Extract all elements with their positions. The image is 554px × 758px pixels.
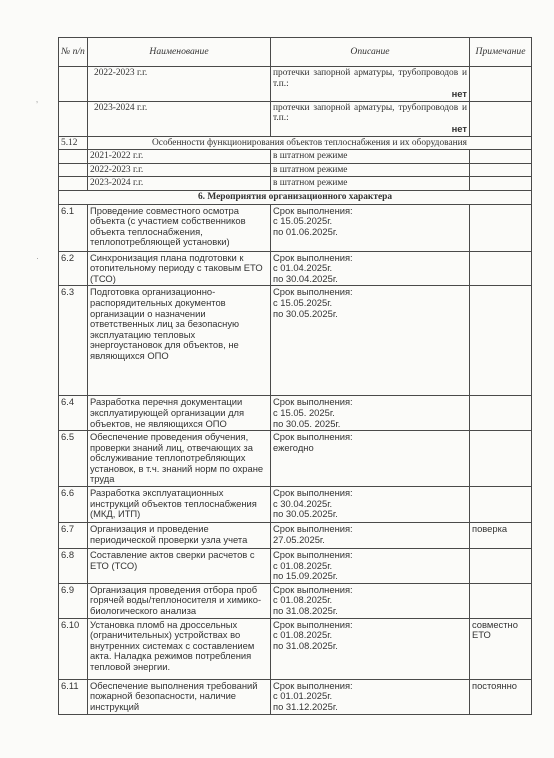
row-note (470, 101, 532, 136)
description-line: по 30.05.2025г. (273, 307, 338, 319)
row-num: 5.12 (59, 136, 88, 150)
description-line: по 31.08.2025г. (273, 605, 338, 617)
section-6-header (59, 190, 532, 204)
description-line: по 30.04.2025г. (273, 272, 338, 284)
item-description (271, 487, 470, 523)
table-row (59, 251, 532, 286)
description-line: с 01.08.2025г. (273, 594, 333, 606)
row-num (59, 150, 88, 164)
description-line: Срок выполнения: (273, 523, 353, 535)
col-header-num: № п/п (59, 38, 88, 67)
description-line: с 01.08.2025г. (273, 629, 333, 641)
item-name: Проведение совместного осмотра объекта (с участием собственников объекта теплоснабжения, теплопотребляющей установки) (88, 204, 271, 251)
col-header-description: Описание (271, 38, 470, 67)
item-name: Обеспечение выполнения требований пожарной безопасности, наличие инструкций (88, 679, 271, 714)
item-note (470, 251, 532, 286)
item-number: 6.10 (59, 618, 88, 679)
row-note (470, 163, 532, 177)
item-note (470, 396, 532, 431)
table-row (59, 177, 532, 191)
item-note (470, 204, 532, 251)
section-title: Особенности функционирования объектов теплоснабжения и их оборудования (88, 136, 532, 150)
description-line: по 01.06.2025г. (273, 225, 338, 237)
row-description (271, 67, 470, 102)
item-number: 6.11 (59, 679, 88, 714)
row-num (59, 67, 88, 102)
item-description (271, 431, 470, 487)
description-line: Срок выполнения: (273, 679, 353, 691)
col-header-name: Наименование (88, 38, 271, 67)
item-description (271, 679, 470, 714)
section-row-5-12 (59, 136, 532, 150)
section-title: 6. Мероприятия организационного характера (59, 190, 532, 204)
table-row (59, 150, 532, 164)
description-line: по 31.12.2025г. (273, 700, 338, 712)
row-num (59, 163, 88, 177)
description-tag: нет (451, 122, 467, 134)
description-line: Срок выполнения: (273, 251, 353, 263)
item-description (271, 396, 470, 431)
description-line: Срок выполнения: (273, 286, 353, 298)
item-number: 6.9 (59, 583, 88, 618)
table-row (59, 523, 532, 549)
row-year: 2021-2022 г.г. (88, 150, 271, 164)
description-line: Срок выполнения: (273, 396, 353, 408)
description-line: с 01.08.2025г. (273, 559, 333, 571)
row-note (470, 67, 532, 102)
description-line: с 01.01.2025г. (273, 690, 333, 702)
description-line: Срок выполнения: (273, 204, 353, 216)
table-row (59, 67, 532, 102)
description-text: протечки запорной арматуры, трубопроводов и т.п.: (273, 68, 467, 89)
item-note (470, 487, 532, 523)
item-name: Обеспечение проведения обучения, проверки знаний лиц, отвечающих за обслуживание теплопотребляющих установок, в т.ч. знаний норм по охране труда (88, 431, 271, 487)
item-number: 6.8 (59, 549, 88, 584)
item-name: Организация проведения отбора проб горячей воды/теплоносителя и химико-биологического анализа (88, 583, 271, 618)
description-line: с 15.05. 2025г. (273, 406, 335, 418)
item-note (470, 431, 532, 487)
row-note (470, 177, 532, 191)
table-row (59, 679, 532, 714)
item-name: Синхронизация плана подготовки к отопительному периоду с таковым ЕТО (ТСО) (88, 251, 271, 286)
description-line: Срок выполнения: (273, 549, 353, 561)
description-line: по 31.08.2025г. (273, 639, 338, 651)
item-note: совместно ЕТО (470, 618, 532, 679)
item-name: Подготовка организационно-распорядительных документов организации о назначении ответственных лиц за безопасную эксплуатацию тепловых энергоустановок для объектов, не являющихся ОПО (88, 286, 271, 396)
item-description (271, 523, 470, 549)
row-description (271, 101, 470, 136)
table-row (59, 396, 532, 431)
description-line: Срок выполнения: (273, 583, 353, 595)
description-line: по 30.05.2025г. (273, 508, 338, 520)
item-note (470, 286, 532, 396)
item-number: 6.6 (59, 487, 88, 523)
description-line: Срок выполнения: (273, 618, 353, 630)
item-note: постоянно (470, 679, 532, 714)
description-tag: нет (451, 88, 467, 100)
item-description (271, 618, 470, 679)
description-line: Срок выполнения: (273, 431, 353, 443)
row-year: 2023-2024 г.г. (88, 101, 271, 136)
table-row (59, 583, 532, 618)
table-row (59, 549, 532, 584)
plan-table (58, 37, 532, 715)
row-note (470, 150, 532, 164)
item-number: 6.3 (59, 286, 88, 396)
section-6-items (59, 204, 532, 714)
description-line: 27.05.2025г. (273, 533, 325, 545)
table-row (59, 286, 532, 396)
item-name: Составление актов сверки расчетов с ЕТО (ТСО) (88, 549, 271, 584)
item-number: 6.5 (59, 431, 88, 487)
table-row (59, 431, 532, 487)
row-year: 2023-2024 г.г. (88, 177, 271, 191)
item-name: Установка пломб на дроссельных (ограничительных) устройствах во внутренних системах с составлением акта. Наладка режимов потребления тепловой энергии. (88, 618, 271, 679)
table-row (59, 101, 532, 136)
item-description (271, 583, 470, 618)
table-row (59, 487, 532, 523)
item-number: 6.2 (59, 251, 88, 286)
description-line: Срок выполнения: (273, 487, 353, 499)
row-description: в штатном режиме (271, 150, 470, 164)
item-name: Разработка эксплуатационных инструкций объектов теплоснабжения (МКД, ИТП) (88, 487, 271, 523)
item-note (470, 583, 532, 618)
description-line: по 30.05. 2025г. (273, 417, 341, 429)
item-description (271, 251, 470, 286)
item-description (271, 549, 470, 584)
description-line: с 01.04.2025г. (273, 262, 333, 274)
description-text: протечки запорной арматуры, трубопроводов и т.п.: (273, 102, 467, 124)
item-name: Разработка перечня документации эксплуатирующей организации для объектов, не являющихся ОПО (88, 396, 271, 431)
description-line: с 30.04.2025г. (273, 497, 333, 509)
row-num (59, 177, 88, 191)
col-header-note: Примечание (470, 38, 532, 67)
item-description (271, 204, 470, 251)
row-year: 2022-2023 г.г. (88, 67, 271, 102)
item-note: поверка (470, 523, 532, 549)
table-header-row (59, 38, 532, 67)
item-name: Организация и проведение периодической проверки узла учета (88, 523, 271, 549)
table-row (59, 618, 532, 679)
row-num (59, 101, 88, 136)
table-row (59, 204, 532, 251)
margin-mark: · (36, 253, 39, 263)
item-note (470, 549, 532, 584)
row-year: 2022-2023 г.г. (88, 163, 271, 177)
item-number: 6.1 (59, 204, 88, 251)
item-number: 6.7 (59, 523, 88, 549)
table-row (59, 163, 532, 177)
description-line: ежегодно (273, 441, 314, 453)
item-description (271, 286, 470, 396)
margin-mark: ‚ (36, 94, 38, 104)
description-line: по 15.09.2025г. (273, 570, 338, 582)
description-line: с 15.05.2025г. (273, 215, 333, 227)
row-description: в штатном режиме (271, 177, 470, 191)
row-description: в штатном режиме (271, 163, 470, 177)
item-number: 6.4 (59, 396, 88, 431)
description-line: с 15.05.2025г. (273, 296, 333, 308)
